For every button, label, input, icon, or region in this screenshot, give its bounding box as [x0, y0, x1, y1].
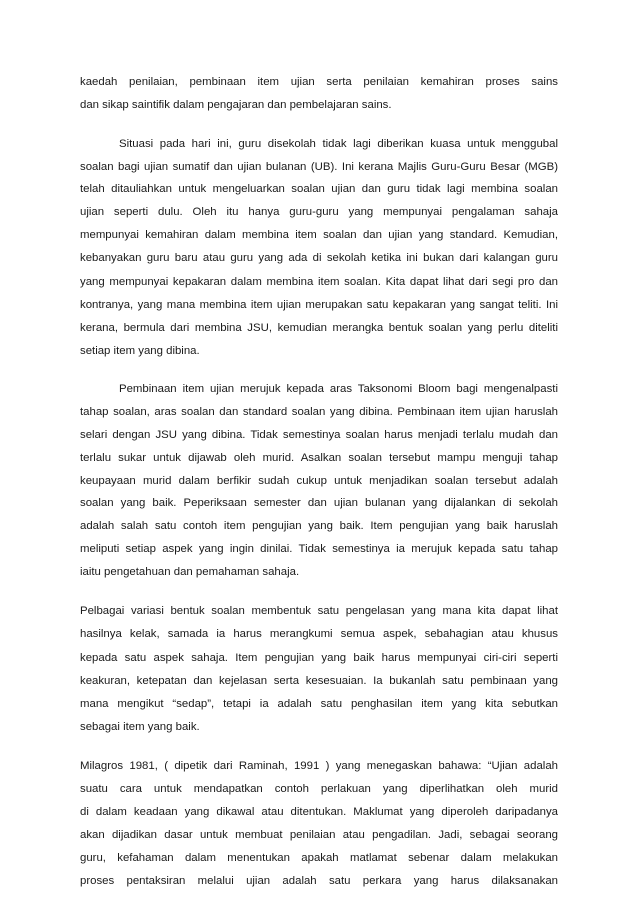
- text-line: mempunyai kemahiran dalam membina item soalan dan ujian yang standard. Kemudian,: [80, 229, 558, 242]
- text-line: terlalu sukar untuk dijawab oleh murid. Asalkan soalan tersebut mampu menguji tahap: [80, 452, 558, 464]
- text-line: ujian seperti dulu. Oleh itu hanya guru-guru yang mempunyai pengalaman sahaja: [80, 206, 558, 219]
- text-line: meliputi setiap aspek yang ingin dinilai. Tidak semestinya ia merujuk kepada satu tahap: [80, 543, 558, 556]
- text-line: guru, kefahaman dalam menentukan apakah matlamat sebenar dalam melakukan: [80, 851, 558, 864]
- text-line: di dalam keadaan yang dikawal atau ditentukan. Maklumat yang diperoleh daripadanya: [80, 805, 558, 818]
- text-line: adalah salah satu contoh item pengujian yang baik. Item pengujian yang baik haruslah: [80, 520, 558, 533]
- text-line: dan sikap saintifik dalam pengajaran dan pembelajaran sains.: [80, 99, 392, 112]
- text-line: setiap item yang dibina.: [80, 344, 200, 357]
- text-line: telah ditauliahkan untuk mengeluarkan soalan ujian dan guru tidak lagi membina soalan: [80, 183, 558, 196]
- text-line: Situasi pada hari ini, guru disekolah tidak lagi diberikan kuasa untuk menggubal: [119, 138, 558, 151]
- text-line: kepada satu aspek sahaja. Item pengujian yang baik harus mempunyai ciri-ciri seperti: [80, 651, 558, 664]
- text-line: Pembinaan item ujian merujuk kepada aras Taksonomi Bloom bagi mengenalpasti: [119, 382, 558, 395]
- text-line: Milagros 1981, ( dipetik dari Raminah, 1991 ) yang menegaskan bahawa: “Ujian adalah: [80, 759, 558, 772]
- text-line: yang mempunyai kepakaran dalam membina item soalan. Kita dapat lihat dari segi pro dan: [80, 275, 558, 288]
- text-line: soalan yang baik. Peperiksaan semester dan ujian bulanan yang dijalankan di sekolah: [80, 497, 558, 510]
- text-line: iaitu pengetahuan dan pemahaman sahaja.: [80, 566, 300, 579]
- text-line: keupayaan murid dalam berfikir sudah cukup untuk menjadikan soalan tersebut adalah: [80, 475, 558, 488]
- text-line: kebanyakan guru baru atau guru yang ada di sekolah ketika ini bukan dari kalangan guru: [80, 252, 558, 265]
- text-line: akan dijadikan dasar untuk membuat penilaian atau pengadilan. Jadi, sebagai seorang: [80, 828, 558, 841]
- text-line: sebagai item yang baik.: [80, 720, 200, 733]
- text-line: hasilnya kelak, samada ia harus merangkumi semua aspek, sebahagian atau khusus: [80, 628, 558, 641]
- text-line: kaedah penilaian, pembinaan item ujian serta penilaian kemahiran proses sains: [80, 76, 558, 88]
- text-line: suatu cara untuk mendapatkan contoh perlakuan yang diperlihatkan oleh murid: [80, 782, 558, 795]
- text-line: selari dengan JSU yang dibina. Tidak semestinya soalan harus menjadi terlalu mudah dan: [80, 428, 558, 441]
- text-line: mana mengikut “sedap”, tetapi ia adalah satu penghasilan item yang kita sebutkan: [80, 697, 558, 710]
- text-line: Pelbagai variasi bentuk soalan membentuk satu pengelasan yang mana kita dapat lihat: [80, 605, 558, 618]
- text-line: proses pentaksiran melalui ujian adalah satu perkara yang harus dilaksanakan: [80, 875, 558, 887]
- text-line: soalan bagi ujian sumatif dan ujian bulanan (UB). Ini kerana Majlis Guru-Guru Besar (MGB): [80, 161, 558, 174]
- text-line: keakuran, ketepatan dan kejelasan serta kesesuaian. Ia bukanlah satu pembinaan yang: [80, 674, 558, 687]
- text-line: kerana, bermula dari membina JSU, kemudian merangka bentuk soalan yang perlu diteliti: [80, 321, 558, 334]
- text-line: tahap soalan, aras soalan dan standard soalan yang dibina. Pembinaan item ujian haruslah: [80, 405, 558, 418]
- text-line: kontranya, yang mana membina item ujian merupakan satu kepakaran yang sangat teliti. Ini: [80, 298, 558, 311]
